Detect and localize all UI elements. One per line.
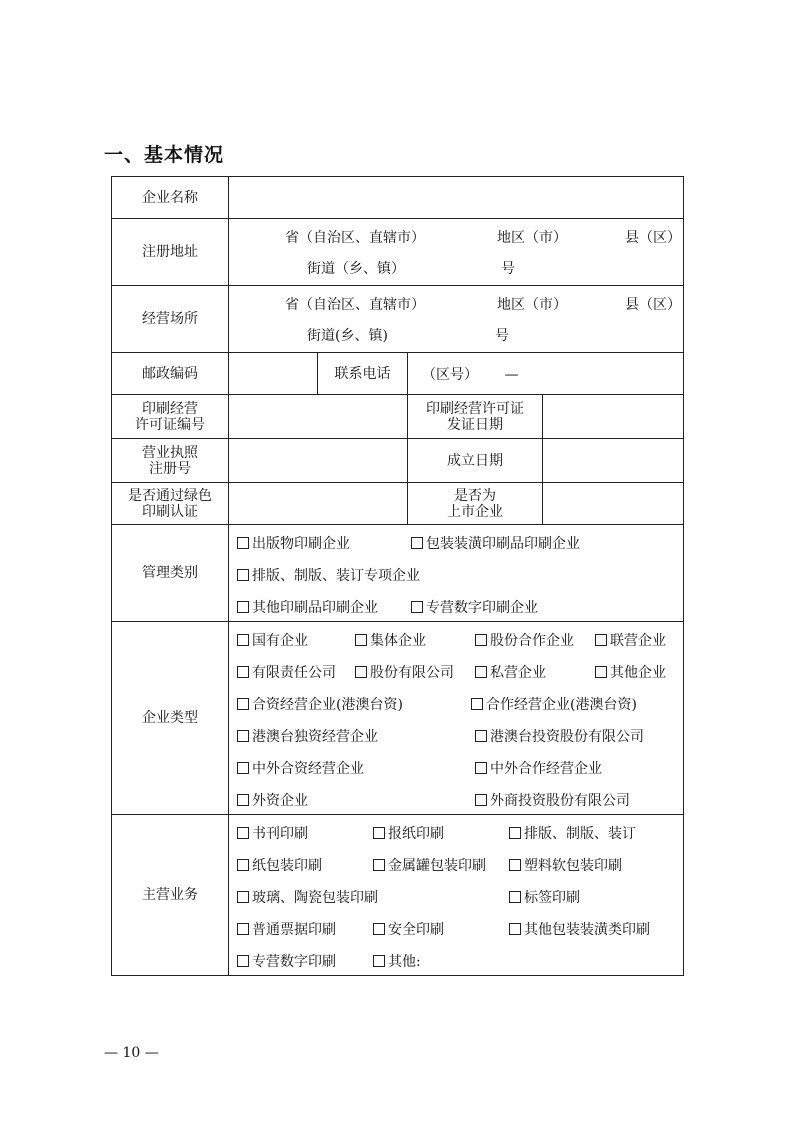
checkbox-icon[interactable] bbox=[475, 762, 487, 774]
checkbox-icon[interactable] bbox=[475, 730, 487, 742]
biz-option[interactable]: 书刊印刷 bbox=[237, 823, 308, 843]
checkbox-icon[interactable] bbox=[595, 666, 607, 678]
biz-option[interactable]: 报纸印刷 bbox=[373, 823, 444, 843]
checkbox-icon[interactable] bbox=[373, 923, 385, 935]
checkbox-icon[interactable] bbox=[237, 537, 249, 549]
bp-province-text: 省（自治区、直辖市） bbox=[285, 297, 425, 313]
checkbox-icon[interactable] bbox=[355, 666, 367, 678]
management-options bbox=[229, 525, 684, 622]
biz-license-label: 营业执照 注册号 bbox=[112, 439, 229, 483]
etype-option[interactable]: 股份有限公司 bbox=[355, 662, 454, 682]
green-cert-field[interactable] bbox=[229, 483, 408, 525]
etype-option[interactable]: 外商投资股份有限公司 bbox=[475, 790, 630, 810]
checkbox-icon[interactable] bbox=[237, 634, 249, 646]
postal-field[interactable] bbox=[229, 353, 318, 395]
checkbox-icon[interactable] bbox=[509, 923, 521, 935]
etype-option[interactable]: 私营企业 bbox=[475, 662, 546, 682]
reg-address-field[interactable] bbox=[229, 219, 684, 286]
etype-option[interactable]: 其他企业 bbox=[595, 662, 666, 682]
checkbox-icon[interactable] bbox=[237, 762, 249, 774]
enterprise-type-label: 企业类型 bbox=[112, 622, 229, 815]
etype-option[interactable]: 集体企业 bbox=[355, 630, 426, 650]
checkbox-icon[interactable] bbox=[509, 891, 521, 903]
row-main-business bbox=[112, 815, 684, 976]
license-date-label: 印刷经营许可证 发证日期 bbox=[408, 395, 543, 439]
biz-option[interactable]: 纸包装印刷 bbox=[237, 855, 322, 875]
biz-option[interactable]: 金属罐包装印刷 bbox=[373, 855, 486, 875]
etype-option[interactable]: 有限责任公司 bbox=[237, 662, 336, 682]
checkbox-icon[interactable] bbox=[475, 666, 487, 678]
reg-street-text: 街道（乡、镇） bbox=[307, 261, 405, 277]
founding-date-field[interactable] bbox=[543, 439, 684, 483]
checkbox-icon[interactable] bbox=[237, 569, 249, 581]
checkbox-icon[interactable] bbox=[595, 634, 607, 646]
phone-label: 联系电话 bbox=[318, 353, 408, 395]
biz-option[interactable]: 塑料软包装印刷 bbox=[509, 855, 622, 875]
etype-option[interactable]: 合资经营企业(港澳台资) bbox=[237, 694, 403, 714]
row-enterprise-type bbox=[112, 622, 684, 815]
listed-field[interactable] bbox=[543, 483, 684, 525]
etype-option[interactable]: 外资企业 bbox=[237, 790, 308, 810]
license-date-field[interactable] bbox=[543, 395, 684, 439]
basic-info-table bbox=[111, 176, 684, 976]
biz-option-other[interactable]: 其他: bbox=[373, 951, 421, 971]
checkbox-icon[interactable] bbox=[237, 794, 249, 806]
checkbox-icon[interactable] bbox=[411, 601, 423, 613]
green-cert-label: 是否通过绿色 印刷认证 bbox=[112, 483, 229, 525]
checkbox-icon[interactable] bbox=[237, 859, 249, 871]
row-business-place bbox=[112, 286, 684, 353]
etype-option[interactable]: 中外合资经营企业 bbox=[237, 758, 364, 778]
mgmt-option-digital[interactable]: 专营数字印刷企业 bbox=[411, 597, 538, 617]
checkbox-icon[interactable] bbox=[373, 955, 385, 967]
management-label: 管理类别 bbox=[112, 525, 229, 622]
etype-option[interactable]: 国有企业 bbox=[237, 630, 308, 650]
mgmt-option-publication[interactable]: 出版物印刷企业 bbox=[237, 533, 350, 553]
enterprise-type-options bbox=[229, 622, 684, 815]
mgmt-option-other[interactable]: 其他印刷品印刷企业 bbox=[237, 597, 378, 617]
checkbox-icon[interactable] bbox=[509, 859, 521, 871]
checkbox-icon[interactable] bbox=[237, 666, 249, 678]
reg-number-text: 号 bbox=[501, 261, 515, 277]
etype-option[interactable]: 股份合作企业 bbox=[475, 630, 574, 650]
page-number: — 10 — bbox=[104, 1045, 159, 1061]
phone-dash: — bbox=[504, 366, 519, 383]
checkbox-icon[interactable] bbox=[373, 859, 385, 871]
company-name-field[interactable] bbox=[229, 177, 684, 219]
etype-option[interactable]: 港澳台投资股份有限公司 bbox=[475, 726, 644, 746]
postal-label: 邮政编码 bbox=[112, 353, 229, 395]
etype-option[interactable]: 合作经营企业(港澳台资) bbox=[471, 694, 637, 714]
mgmt-option-packaging[interactable]: 包装装潢印刷品印刷企业 bbox=[411, 533, 580, 553]
checkbox-icon[interactable] bbox=[237, 698, 249, 710]
checkbox-icon[interactable] bbox=[471, 698, 483, 710]
checkbox-icon[interactable] bbox=[509, 827, 521, 839]
section-title: 一、基本情况 bbox=[104, 144, 225, 166]
main-business-options bbox=[229, 815, 684, 976]
reg-county-text: 县（区） bbox=[625, 230, 681, 246]
row-management bbox=[112, 525, 684, 622]
license-number-label: 印刷经营 许可证编号 bbox=[112, 395, 229, 439]
checkbox-icon[interactable] bbox=[237, 730, 249, 742]
phone-field[interactable] bbox=[408, 353, 684, 395]
row-license bbox=[112, 395, 684, 439]
etype-option[interactable]: 中外合作经营企业 bbox=[475, 758, 602, 778]
company-name-label: 企业名称 bbox=[112, 177, 229, 219]
area-code-hint: （区号） bbox=[422, 366, 478, 383]
reg-city-text: 地区（市） bbox=[497, 230, 567, 246]
checkbox-icon[interactable] bbox=[237, 891, 249, 903]
business-place-field[interactable] bbox=[229, 286, 684, 353]
founding-date-label: 成立日期 bbox=[408, 439, 543, 483]
listed-label: 是否为 上市企业 bbox=[408, 483, 543, 525]
mgmt-option-typesetting[interactable]: 排版、制版、装订专项企业 bbox=[237, 565, 420, 585]
business-place-label: 经营场所 bbox=[112, 286, 229, 353]
checkbox-icon[interactable] bbox=[355, 634, 367, 646]
checkbox-icon[interactable] bbox=[237, 923, 249, 935]
checkbox-icon[interactable] bbox=[475, 634, 487, 646]
bp-county-text: 县（区） bbox=[625, 297, 681, 313]
reg-address-label: 注册地址 bbox=[112, 219, 229, 286]
license-number-field[interactable] bbox=[229, 395, 408, 439]
bp-street-text: 街道(乡、镇) bbox=[307, 328, 388, 344]
row-postal bbox=[112, 353, 684, 395]
biz-option[interactable]: 安全印刷 bbox=[373, 919, 444, 939]
biz-option[interactable]: 玻璃、陶瓷包装印刷 bbox=[237, 887, 378, 907]
etype-option[interactable]: 港澳台独资经营企业 bbox=[237, 726, 378, 746]
row-green bbox=[112, 483, 684, 525]
row-biz-license bbox=[112, 439, 684, 483]
main-business-label: 主营业务 bbox=[112, 815, 229, 976]
biz-option[interactable]: 其他包装装潢类印刷 bbox=[509, 919, 650, 939]
row-company-name bbox=[112, 177, 684, 219]
bp-number-text: 号 bbox=[495, 328, 509, 344]
etype-option[interactable]: 联营企业 bbox=[595, 630, 666, 650]
checkbox-icon[interactable] bbox=[237, 955, 249, 967]
bp-city-text: 地区（市） bbox=[497, 297, 567, 313]
biz-option[interactable]: 标签印刷 bbox=[509, 887, 580, 907]
row-reg-address bbox=[112, 219, 684, 286]
biz-option[interactable]: 排版、制版、装订 bbox=[509, 823, 636, 843]
biz-option[interactable]: 专营数字印刷 bbox=[237, 951, 336, 971]
checkbox-icon[interactable] bbox=[373, 827, 385, 839]
checkbox-icon[interactable] bbox=[237, 601, 249, 613]
biz-option[interactable]: 普通票据印刷 bbox=[237, 919, 336, 939]
biz-license-field[interactable] bbox=[229, 439, 408, 483]
checkbox-icon[interactable] bbox=[237, 827, 249, 839]
checkbox-icon[interactable] bbox=[411, 537, 423, 549]
reg-province-text: 省（自治区、直辖市） bbox=[285, 230, 425, 246]
checkbox-icon[interactable] bbox=[475, 794, 487, 806]
